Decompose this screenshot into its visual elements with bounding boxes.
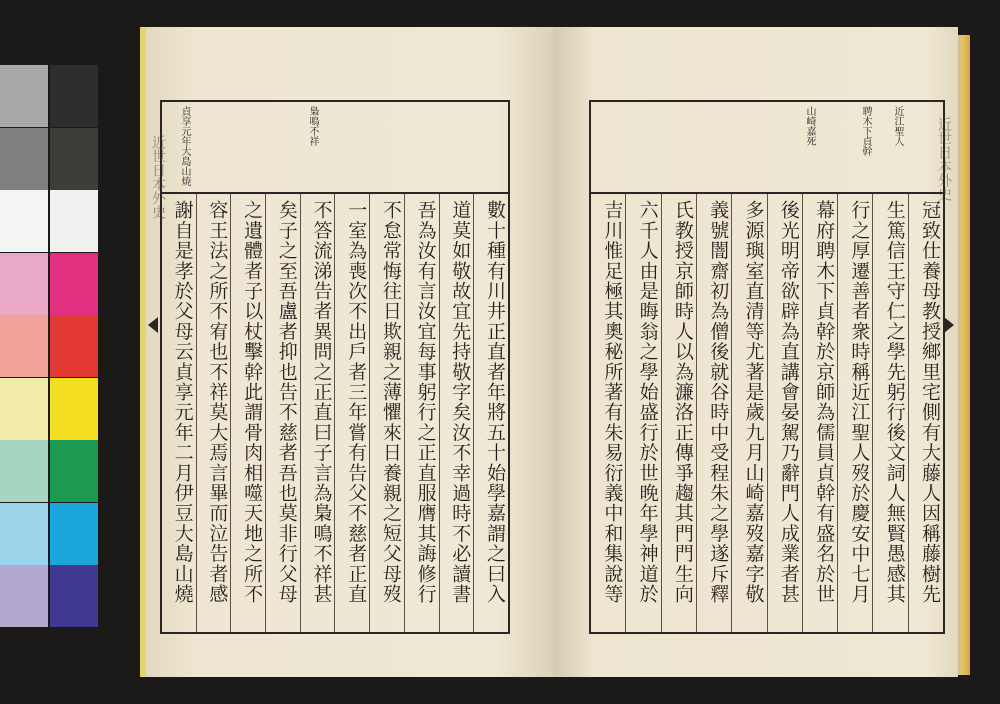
- color-swatch-5-left: [0, 378, 48, 440]
- left-text-column: 容王法之所不宥也不祥莫大焉言畢而泣告者感: [196, 194, 231, 632]
- right-fishtail-mark: [944, 317, 954, 333]
- color-swatch-0-left: [0, 65, 48, 127]
- right-text-column: 後光明帝欲辟為直講會晏駕乃辭門人成業者甚: [767, 194, 802, 632]
- color-swatch-3-right: [50, 253, 98, 315]
- left-header-note-2: 梟鳴不祥: [307, 106, 318, 146]
- color-swatch-8-right: [50, 565, 98, 627]
- right-page: [553, 27, 958, 677]
- color-swatch-5-right: [50, 378, 98, 440]
- left-header-band: [162, 102, 508, 194]
- color-swatch-7-right: [50, 503, 98, 565]
- left-text-column: 道莫如敬故宜先持敬字矣汝不幸過時不必讀書: [439, 194, 474, 632]
- right-text-frame: [589, 100, 945, 634]
- page-edge: [958, 35, 970, 675]
- right-text-column: 氏教授京師時人以為濂洛正傳爭趨其門門生向: [661, 194, 696, 632]
- left-text-columns: [162, 194, 508, 632]
- right-text-column: 冠致仕養母教授鄉里宅側有大藤人因稱藤樹先: [908, 194, 943, 632]
- open-book: [140, 27, 970, 677]
- color-calibration-card: [0, 65, 99, 628]
- color-swatch-1-right: [50, 128, 98, 190]
- left-fishtail-mark: [148, 317, 158, 333]
- left-edge-label: 近世日本外史: [150, 135, 166, 219]
- left-text-column: 謝自是孝於父母云貞享元年二月伊豆大島山燒: [171, 200, 194, 604]
- right-text-column: 生篤信王守仁之學先躬行後文詞人無賢愚感其: [872, 194, 907, 632]
- color-swatch-4-left: [0, 315, 48, 377]
- right-text-column: 六千人由是晦翁之學始盛行於世晚年學神道於: [625, 194, 660, 632]
- color-swatch-0-right: [50, 65, 98, 127]
- right-text-column: 義號闇齋初為僧後就谷時中受程朱之學遂斥釋: [696, 194, 731, 632]
- color-swatch-2-left: [0, 190, 48, 252]
- right-text-column: 幕府聘木下貞幹於京師為儒員貞幹有盛名於世: [802, 194, 837, 632]
- left-text-column: 之遺體者子以杖擊幹此謂骨肉相噬天地之所不: [230, 194, 265, 632]
- left-header-note-1: 貞享元年大島山焼: [179, 106, 190, 186]
- right-header-note-2: 聘木下貞幹: [860, 106, 871, 156]
- color-swatch-1-left: [0, 128, 48, 190]
- color-swatch-7-left: [0, 503, 48, 565]
- left-text-column: 吾為汝有言汝宜每事躬行之正直服膺其誨修行: [404, 194, 439, 632]
- left-text-frame: [160, 100, 510, 634]
- left-text-column: 不怠常悔往日欺親之薄懼來日養親之短父母歿: [369, 194, 404, 632]
- right-header-band: [591, 102, 943, 194]
- left-text-column: 矣子之至吾盧者抑也告不慈者吾也莫非行父母: [265, 194, 300, 632]
- right-header-note-1: 近江聖人: [892, 106, 903, 146]
- right-text-column: 多源璵室直清等尤著是歲九月山崎嘉歿嘉字敬: [731, 194, 766, 632]
- right-edge-label: 近世日本外史: [936, 117, 952, 201]
- color-swatch-6-left: [0, 440, 48, 502]
- right-text-column: 行之厚遷善者衆時稱近江聖人歿於慶安中七月: [837, 194, 872, 632]
- right-text-column: 吉川惟足極其奧秘所著有朱易衍義中和集說等: [601, 200, 624, 604]
- right-text-columns: [591, 194, 943, 632]
- color-swatch-4-right: [50, 315, 98, 377]
- color-swatch-8-left: [0, 565, 48, 627]
- left-text-column: 一室為喪次不出戶者三年嘗有告父不慈者正直: [334, 194, 369, 632]
- right-header-note-3: 山崎嘉死: [804, 106, 815, 146]
- color-swatch-6-right: [50, 440, 98, 502]
- left-text-column: 數十種有川井正直者年將五十始學嘉謂之曰入: [473, 194, 508, 632]
- left-text-column: 不答流涕告者異問之正直曰子言為梟鳴不祥甚: [300, 194, 335, 632]
- left-page: [140, 27, 559, 677]
- color-swatch-2-right: [50, 190, 98, 252]
- color-swatch-3-left: [0, 253, 48, 315]
